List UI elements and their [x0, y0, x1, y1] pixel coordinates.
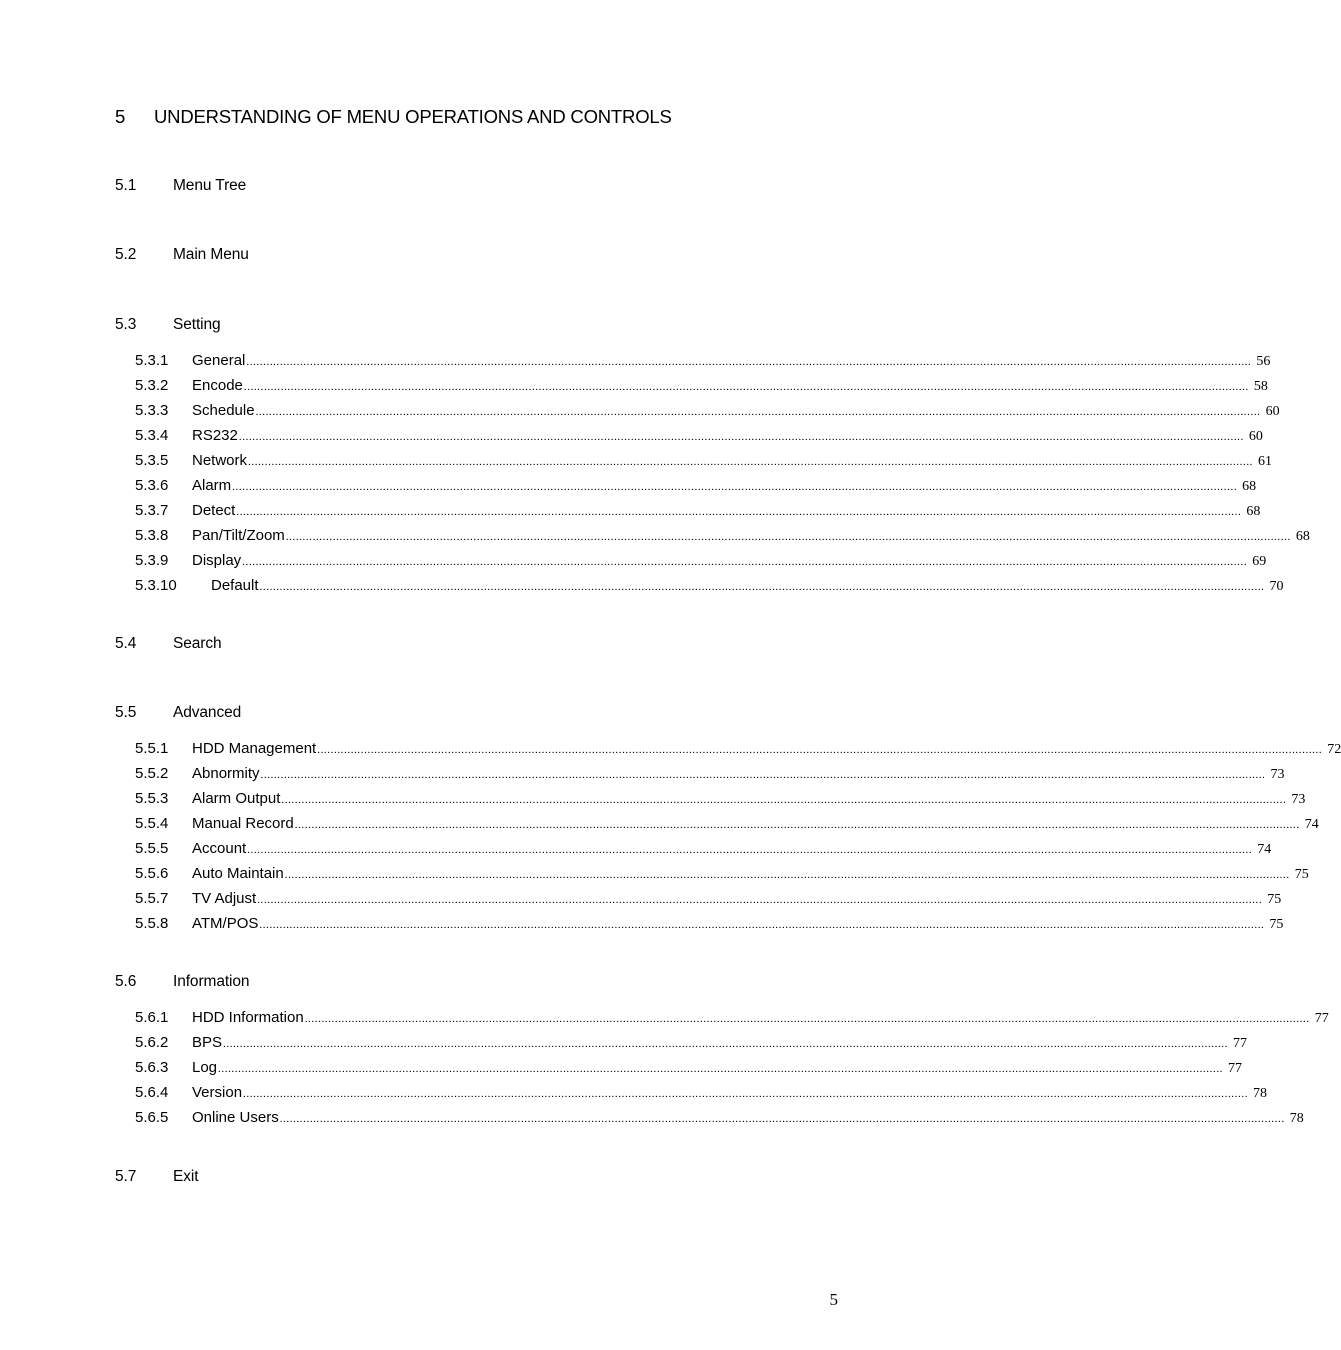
- entry-page: 73: [1291, 792, 1306, 807]
- entry-page: 77: [1228, 1061, 1243, 1076]
- entry-title: Schedule: [192, 402, 255, 419]
- entry-title: Encode: [192, 377, 243, 394]
- section-title: Menu Tree: [173, 177, 247, 194]
- entry-page: 70: [1269, 579, 1284, 594]
- toc-entry[interactable]: [135, 890, 1282, 910]
- entry-page: 78: [1253, 1086, 1268, 1101]
- entry-page: 74: [1304, 817, 1319, 832]
- entry-title: Abnormity: [192, 765, 260, 782]
- dot-leader: ............................................................................................................................................................................................................................................................................................................: [236, 506, 1242, 518]
- entry-number: 5.6.4: [135, 1084, 169, 1101]
- entry-number: 5.3.3: [135, 402, 169, 419]
- dot-leader: ............................................................................................................................................................................................................................................................................................................: [284, 869, 1290, 881]
- entry-number: 5.3.6: [135, 477, 169, 494]
- dot-leader: ............................................................................................................................................................................................................................................................................................................: [248, 456, 1254, 468]
- toc-entry[interactable]: [135, 915, 1284, 935]
- entry-number: 5.5.6: [135, 865, 169, 882]
- dot-leader: ............................................................................................................................................................................................................................................................................................................: [242, 556, 1248, 568]
- dot-leader: ............................................................................................................................................................................................................................................................................................................: [218, 1063, 1224, 1075]
- entry-number: 5.5.8: [135, 915, 169, 932]
- entry-title: Auto Maintain: [192, 865, 284, 882]
- entry-title: Online Users: [192, 1109, 279, 1126]
- section-number: 5.7: [115, 1168, 137, 1185]
- entry-title: Version: [192, 1084, 243, 1101]
- section-title: Information: [173, 973, 250, 990]
- chapter-number: 5: [115, 106, 126, 127]
- entry-title: TV Adjust: [192, 890, 257, 907]
- entry-title: Log: [192, 1059, 218, 1076]
- page-number: 5: [829, 1290, 838, 1309]
- entry-title: Alarm: [192, 477, 232, 494]
- entry-page: 73: [1270, 767, 1285, 782]
- toc-entry[interactable]: [135, 765, 1285, 785]
- entry-number: 5.3.5: [135, 452, 169, 469]
- toc-entry[interactable]: [135, 815, 1319, 835]
- entry-page: 68: [1295, 529, 1310, 544]
- entry-page: 61: [1258, 454, 1273, 469]
- dot-leader: ............................................................................................................................................................................................................................................................................................................: [257, 894, 1263, 906]
- entry-page: 74: [1257, 842, 1272, 857]
- entry-page: 75: [1269, 917, 1284, 932]
- entry-number: 5.5.7: [135, 890, 169, 907]
- toc-entry[interactable]: [135, 1009, 1329, 1029]
- dot-leader: ............................................................................................................................................................................................................................................................................................................: [317, 744, 1323, 756]
- toc-entry[interactable]: [135, 1034, 1248, 1054]
- entry-title: RS232: [192, 427, 238, 444]
- toc-entry[interactable]: [135, 527, 1310, 547]
- entry-number: 5.3.1: [135, 352, 169, 369]
- section-number: 5.6: [115, 973, 137, 990]
- entry-title: Manual Record: [192, 815, 294, 832]
- toc-entry[interactable]: [135, 577, 1284, 597]
- entry-title: Alarm Output: [192, 790, 281, 807]
- section-heading[interactable]: [115, 635, 222, 653]
- entry-page: 78: [1289, 1111, 1304, 1126]
- dot-leader: ............................................................................................................................................................................................................................................................................................................: [281, 794, 1287, 806]
- entry-page: 77: [1314, 1011, 1329, 1026]
- entry-page: 68: [1246, 504, 1261, 519]
- entry-number: 5.5.1: [135, 740, 169, 757]
- toc-entry[interactable]: [135, 427, 1263, 447]
- dot-leader: ............................................................................................................................................................................................................................................................................................................: [304, 1013, 1310, 1025]
- entry-page: 60: [1248, 429, 1263, 444]
- entry-page: 68: [1242, 479, 1257, 494]
- entry-number: 5.3.7: [135, 502, 169, 519]
- entry-title: Pan/Tilt/Zoom: [192, 527, 285, 544]
- entry-title: ATM/POS: [192, 915, 259, 932]
- entry-page: 72: [1327, 742, 1341, 757]
- dot-leader: ............................................................................................................................................................................................................................................................................................................: [294, 819, 1300, 831]
- entry-page: 56: [1256, 354, 1271, 369]
- entry-number: 5.6.1: [135, 1009, 169, 1026]
- entry-number: 5.5.2: [135, 765, 169, 782]
- toc-entry[interactable]: [135, 452, 1273, 472]
- section-heading[interactable]: [115, 973, 249, 991]
- section-title: Main Menu: [173, 246, 249, 263]
- section-title: Exit: [173, 1168, 199, 1185]
- dot-leader: ............................................................................................................................................................................................................................................................................................................: [246, 356, 1252, 368]
- entry-title: Default: [211, 577, 259, 594]
- toc-entry[interactable]: [135, 865, 1309, 885]
- entry-page: 58: [1253, 379, 1268, 394]
- entry-number: 5.6.3: [135, 1059, 169, 1076]
- entry-number: 5.3.2: [135, 377, 169, 394]
- dot-leader: ............................................................................................................................................................................................................................................................................................................: [285, 531, 1291, 543]
- entry-title: HDD Management: [192, 740, 317, 757]
- toc-entry[interactable]: [135, 402, 1280, 422]
- chapter-title: UNDERSTANDING OF MENU OPERATIONS AND CONTROLS: [154, 106, 672, 127]
- toc-entry[interactable]: [135, 502, 1261, 522]
- entry-page: 75: [1294, 867, 1309, 882]
- toc-entry[interactable]: [135, 352, 1271, 372]
- entry-number: 5.5.3: [135, 790, 169, 807]
- toc-entry[interactable]: [135, 477, 1257, 497]
- entry-number: 5.6.5: [135, 1109, 169, 1126]
- entry-number: 5.5.4: [135, 815, 169, 832]
- entry-number: 5.3.9: [135, 552, 169, 569]
- entry-number: 5.3.8: [135, 527, 169, 544]
- entry-title: HDD Information: [192, 1009, 304, 1026]
- entry-title: Network: [192, 452, 248, 469]
- dot-leader: ............................................................................................................................................................................................................................................................................................................: [259, 581, 1265, 593]
- entry-number: 5.3.10: [135, 577, 177, 594]
- section-number: 5.4: [115, 635, 137, 652]
- dot-leader: ............................................................................................................................................................................................................................................................................................................: [279, 1113, 1285, 1125]
- dot-leader: ............................................................................................................................................................................................................................................................................................................: [223, 1038, 1229, 1050]
- toc-entry[interactable]: [135, 377, 1268, 397]
- section-title: Setting: [173, 316, 221, 333]
- dot-leader: ............................................................................................................................................................................................................................................................................................................: [259, 919, 1265, 931]
- section-heading[interactable]: [115, 316, 221, 334]
- entry-page: 69: [1252, 554, 1267, 569]
- entry-page: 77: [1233, 1036, 1248, 1051]
- entry-page: 75: [1267, 892, 1282, 907]
- section-number: 5.5: [115, 704, 137, 721]
- section-title: Search: [173, 635, 222, 652]
- entry-page: 60: [1265, 404, 1280, 419]
- entry-number: 5.3.4: [135, 427, 169, 444]
- dot-leader: ............................................................................................................................................................................................................................................................................................................: [255, 406, 1261, 418]
- toc-entry[interactable]: [135, 1059, 1243, 1079]
- entry-title: BPS: [192, 1034, 223, 1051]
- chapter-heading: [115, 106, 672, 128]
- toc-entry[interactable]: [135, 1109, 1304, 1129]
- section-heading[interactable]: [115, 1168, 198, 1186]
- entry-title: Account: [192, 840, 247, 857]
- toc-entry[interactable]: [135, 740, 1341, 760]
- dot-leader: ............................................................................................................................................................................................................................................................................................................: [232, 481, 1238, 493]
- dot-leader: ............................................................................................................................................................................................................................................................................................................: [247, 844, 1253, 856]
- toc-entry[interactable]: [135, 552, 1267, 572]
- section-title: Advanced: [173, 704, 242, 721]
- dot-leader: ............................................................................................................................................................................................................................................................................................................: [243, 1088, 1249, 1100]
- entry-title: General: [192, 352, 246, 369]
- section-number: 5.2: [115, 246, 137, 263]
- entry-number: 5.5.5: [135, 840, 169, 857]
- toc-entry[interactable]: [135, 790, 1306, 810]
- entry-title: Detect: [192, 502, 236, 519]
- section-number: 5.1: [115, 177, 137, 194]
- entry-number: 5.6.2: [135, 1034, 169, 1051]
- section-number: 5.3: [115, 316, 137, 333]
- entry-title: Display: [192, 552, 242, 569]
- section-heading[interactable]: [115, 246, 249, 264]
- dot-leader: ............................................................................................................................................................................................................................................................................................................: [238, 431, 1244, 443]
- toc-entry[interactable]: [135, 840, 1272, 860]
- section-heading[interactable]: [115, 704, 241, 722]
- dot-leader: ............................................................................................................................................................................................................................................................................................................: [260, 769, 1266, 781]
- toc-entry[interactable]: [135, 1084, 1268, 1104]
- section-heading[interactable]: [115, 177, 246, 195]
- dot-leader: ............................................................................................................................................................................................................................................................................................................: [243, 381, 1249, 393]
